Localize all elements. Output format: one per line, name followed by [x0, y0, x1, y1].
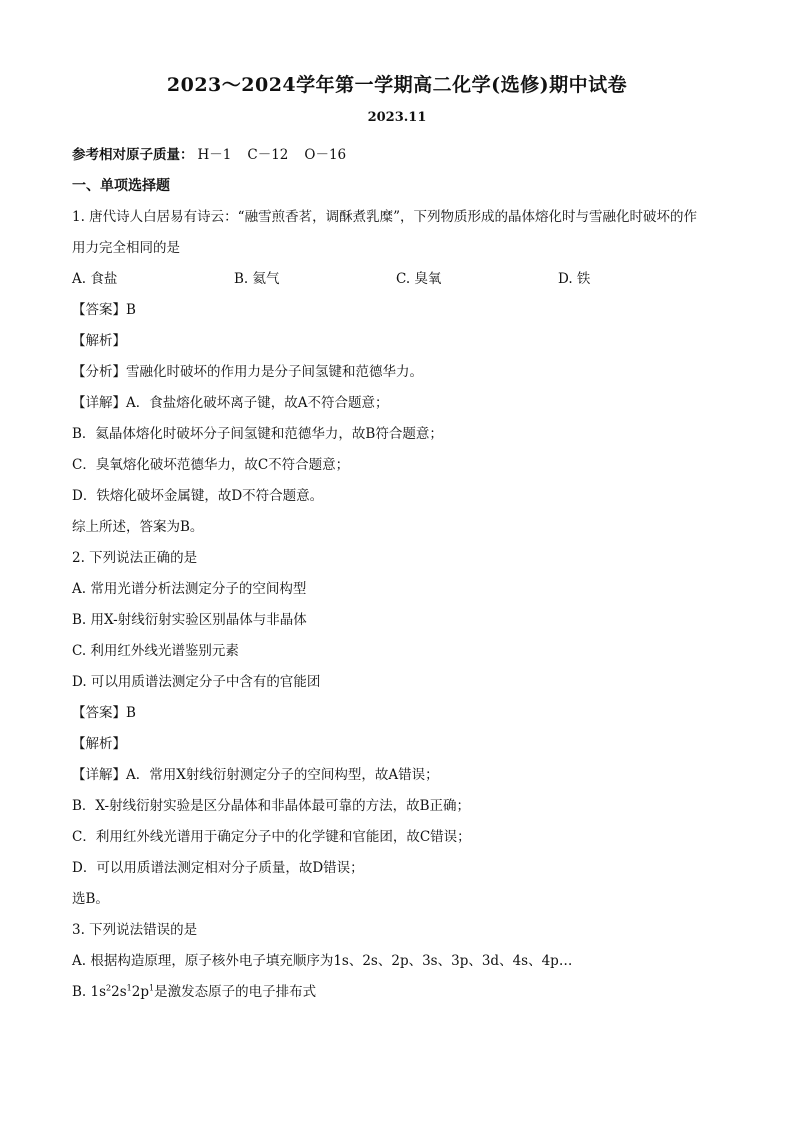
q2-detail-a: 【详解】A．常用X射线衍射测定分子的空间构型，故A错误；	[72, 767, 439, 783]
page-title: 2023～2024学年第一学期高二化学(选修)期中试卷	[166, 74, 628, 96]
atomic-mass-line	[72, 140, 732, 171]
atomic-mass-c: C－12	[247, 147, 289, 163]
q1-stem-line1: 1. 唐代诗人白居易有诗云：“融雪煎香茗，调酥煮乳糜”，下列物质形成的晶体熔化时与雪融化时破坏的作	[72, 209, 697, 225]
q3-option-b-mid1: 2s	[111, 984, 127, 1000]
q1-fenxi: 【分析】雪融化时破坏的作用力是分子间氢键和范德华力。	[72, 364, 423, 380]
q3-option-b-sup3: 1	[148, 983, 155, 993]
q1-detail-c: C．臭氧熔化破坏范德华力，故C不符合题意；	[72, 457, 350, 473]
q1-stem-line2: 用力完全相同的是	[72, 240, 180, 256]
q3-option-b-sup1: 2	[106, 983, 112, 993]
q3-option-b-mid2: 2p	[131, 984, 149, 1000]
q2-option-d: D. 可以用质谱法测定分子中含有的官能团	[72, 674, 321, 690]
q2-answer: 【答案】B	[72, 705, 136, 721]
exam-content	[72, 140, 732, 1008]
q1-detail-d: D．铁熔化破坏金属键，故D不符合题意。	[72, 488, 324, 504]
q1-detail-a: 【详解】A．食盐熔化破坏离子键，故A不符合题意；	[72, 395, 389, 411]
q1-option-c: C. 臭氧	[396, 271, 442, 287]
q1-option-b: B. 氦气	[234, 271, 280, 287]
q3-option-b-suffix: 是激发态原子的电子排布式	[154, 984, 317, 1000]
q2-option-b: B. 用X-射线衍射实验区别晶体与非晶体	[72, 612, 307, 628]
q3-option-b-sup2: 1	[126, 983, 132, 993]
q1-summary: 综上所述，答案为B。	[72, 519, 204, 535]
q2-detail-c: C．利用红外线光谱用于确定分子中的化学键和官能团，故C错误；	[72, 829, 471, 845]
q3-stem: 3. 下列说法错误的是	[72, 922, 198, 938]
q3-option-b-prefix: B. 1s	[72, 984, 107, 1000]
q2-detail-b: B．X-射线衍射实验是区分晶体和非晶体最可靠的方法，故B正确；	[72, 798, 471, 814]
q2-option-a: A. 常用光谱分析法测定分子的空间构型	[72, 581, 307, 597]
q1-option-d: D. 铁	[558, 271, 591, 287]
q2-stem: 2. 下列说法正确的是	[72, 550, 198, 566]
q1-analysis-tag: 【解析】	[72, 333, 126, 349]
q1-option-a: A. 食盐	[72, 271, 118, 287]
q3-option-b	[72, 977, 732, 1008]
q2-analysis-tag: 【解析】	[72, 736, 126, 752]
q2-summary: 选B。	[72, 891, 109, 907]
q2-detail-d: D．可以用质谱法测定相对分子质量，故D错误；	[72, 860, 364, 876]
q1-detail-b: B．氦晶体熔化时破坏分子间氢键和范德华力，故B符合题意；	[72, 426, 443, 442]
atomic-mass-o: O－16	[304, 147, 347, 163]
q3-option-a: A. 根据构造原理，原子核外电子填充顺序为1s、2s、2p、3s、3p、3d、4s、4p…	[72, 953, 573, 969]
atomic-mass-label: 参考相对原子质量：	[72, 147, 194, 163]
section-title: 一、单项选择题	[72, 178, 170, 194]
q2-option-c: C. 利用红外线光谱鉴别元素	[72, 643, 239, 659]
atomic-mass-h: H－1	[197, 147, 232, 163]
q1-answer: 【答案】B	[72, 302, 136, 318]
q1-options	[72, 264, 732, 295]
exam-date: 2023.11	[367, 110, 427, 125]
